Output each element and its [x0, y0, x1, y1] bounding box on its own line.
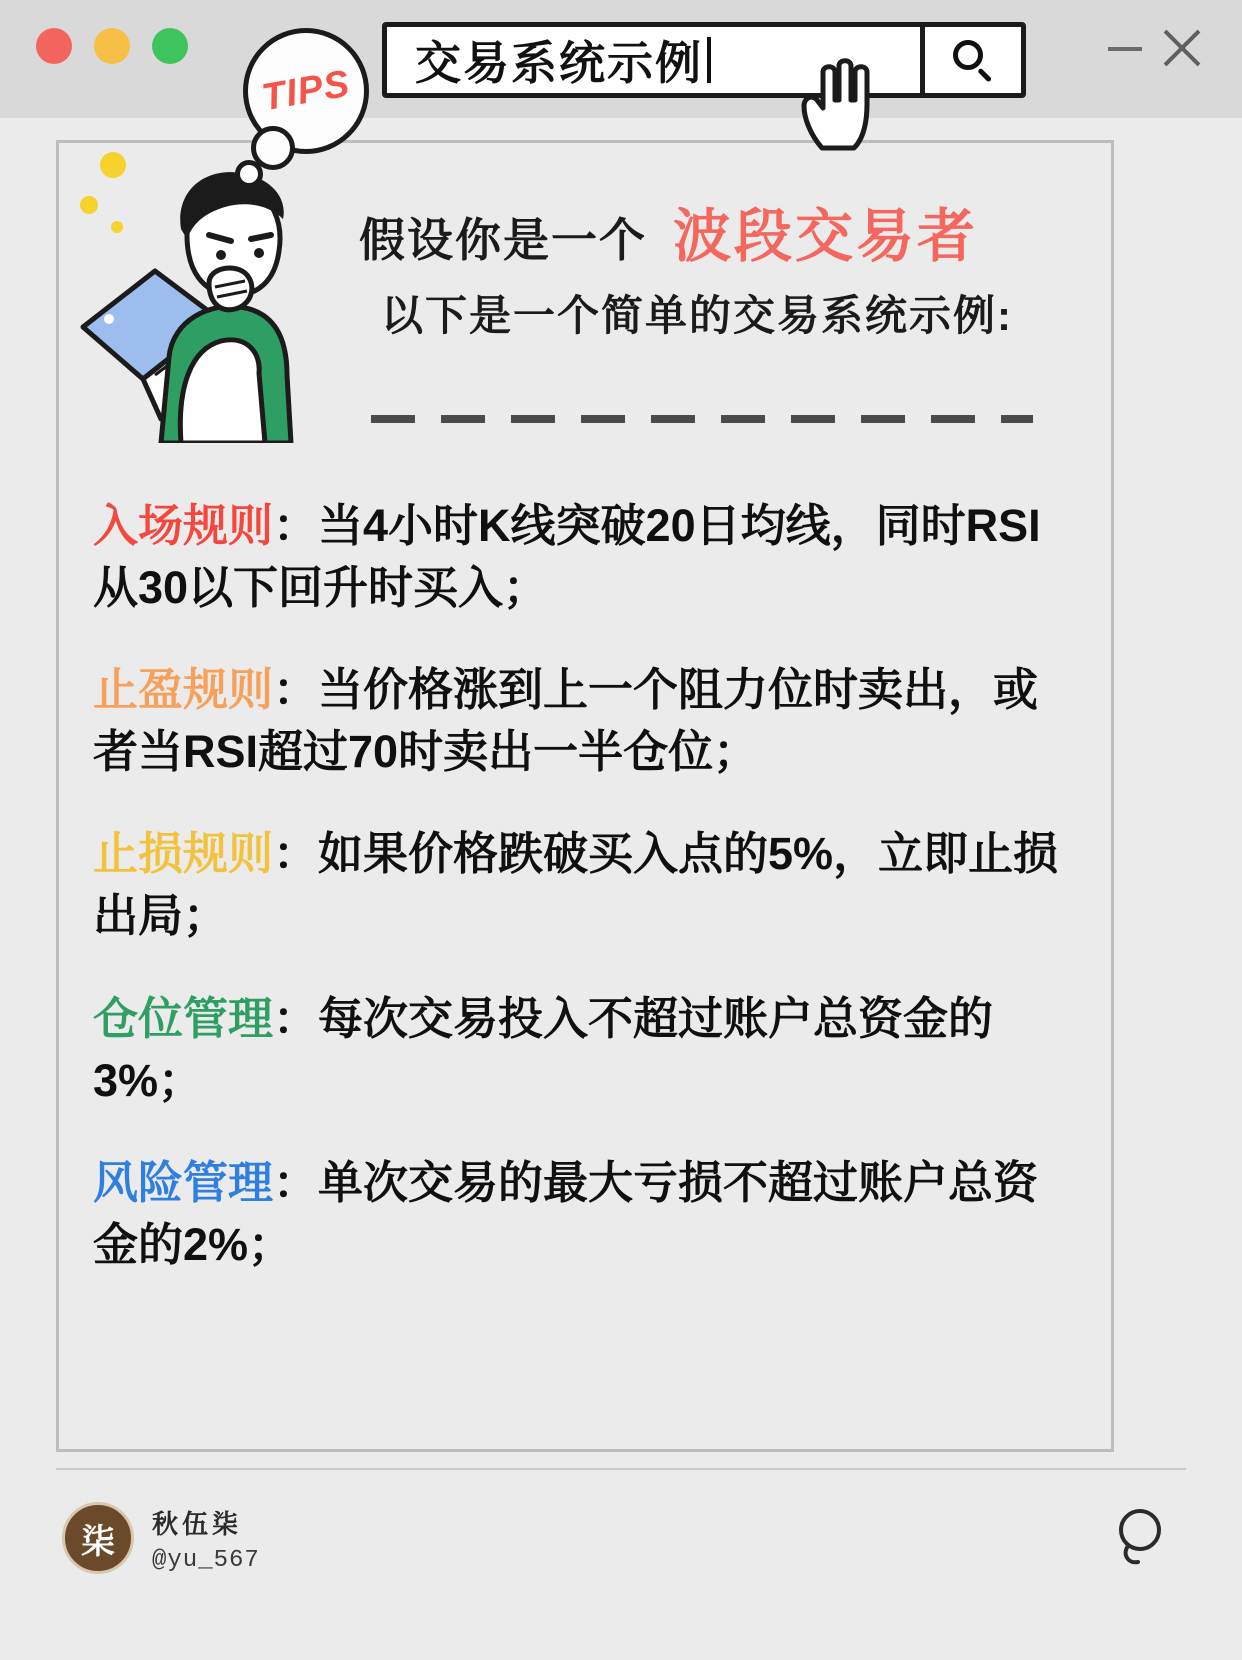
- headline-secondary: 以下是一个简单的交易系统示例:: [381, 292, 1013, 339]
- rule-text-take-profit: 当价格涨到上一个阻力位时卖出，或者当RSI超过70时卖出一半仓位；: [93, 664, 1039, 778]
- rule-separator: ：: [273, 500, 319, 551]
- close-icon[interactable]: [1156, 22, 1208, 74]
- rule-label-stop-loss: 止损规则: [93, 828, 274, 880]
- rule-separator: ：: [273, 664, 319, 716]
- minimize-window-button[interactable]: [94, 28, 130, 64]
- maximize-window-button[interactable]: [152, 28, 188, 64]
- hand-cursor-icon: [796, 56, 882, 152]
- search-icon: [953, 40, 993, 80]
- rule-text-stop-loss: 如果价格跌破买入点的5%，立即止损出局；: [93, 828, 1059, 942]
- tips-badge: [243, 28, 369, 154]
- author-info: [152, 1504, 260, 1574]
- rule-item-take-profit: [93, 659, 1081, 783]
- rule-separator: ：: [273, 992, 319, 1044]
- rule-text-position-sizing: 每次交易投入不超过账户总资金的3%；: [93, 992, 994, 1106]
- text-caret: [707, 37, 711, 83]
- avatar[interactable]: 柒: [62, 1502, 134, 1574]
- search-bar[interactable]: [382, 22, 1026, 98]
- search-input-value: 交易系统示例: [415, 37, 703, 89]
- minimize-icon[interactable]: [1104, 27, 1146, 69]
- rule-text-risk-management: 单次交易的最大亏损不超过账户总资金的2%；: [93, 1156, 1039, 1270]
- rule-label-take-profit: 止盈规则: [93, 664, 274, 716]
- window-traffic-lights: [36, 28, 188, 64]
- thinking-person-illustration: [69, 143, 359, 443]
- headline-accent: 波段交易者: [673, 204, 979, 269]
- title-bar: [0, 0, 1242, 118]
- rule-item-stop-loss: [93, 823, 1081, 947]
- rule-label-position-sizing: 仓位管理: [93, 992, 274, 1044]
- footer-bar: [56, 1468, 1186, 1588]
- headline-primary: [359, 189, 978, 273]
- content-card: [56, 140, 1114, 1452]
- footer-divider: [56, 1468, 1186, 1470]
- close-window-button[interactable]: [36, 28, 72, 64]
- dashed-divider: [371, 415, 1033, 423]
- tips-badge-label: TIPS: [258, 62, 354, 119]
- author-handle: @yu_567: [152, 1547, 260, 1574]
- rules-list: [93, 495, 1081, 1316]
- card-header: [59, 143, 1111, 443]
- rule-text-entry: 当4小时K线突破20日均线，同时RSI从30以下回升时买入；: [93, 500, 1041, 614]
- rule-label-entry: 入场规则: [93, 500, 274, 551]
- author-name: 秋伍柒: [152, 1509, 243, 1539]
- rule-label-risk-management: 风险管理: [93, 1156, 274, 1208]
- rule-separator: ：: [273, 1156, 319, 1208]
- rule-item-entry: [93, 495, 1081, 619]
- rule-item-position-sizing: [93, 988, 1081, 1112]
- headline-prefix: 假设你是一个: [359, 214, 647, 266]
- search-icon[interactable]: [1106, 1502, 1180, 1576]
- rule-item-risk-management: [93, 1152, 1081, 1276]
- search-submit-button[interactable]: [925, 27, 1021, 93]
- window-controls: [1104, 22, 1208, 74]
- rule-separator: ：: [273, 828, 319, 880]
